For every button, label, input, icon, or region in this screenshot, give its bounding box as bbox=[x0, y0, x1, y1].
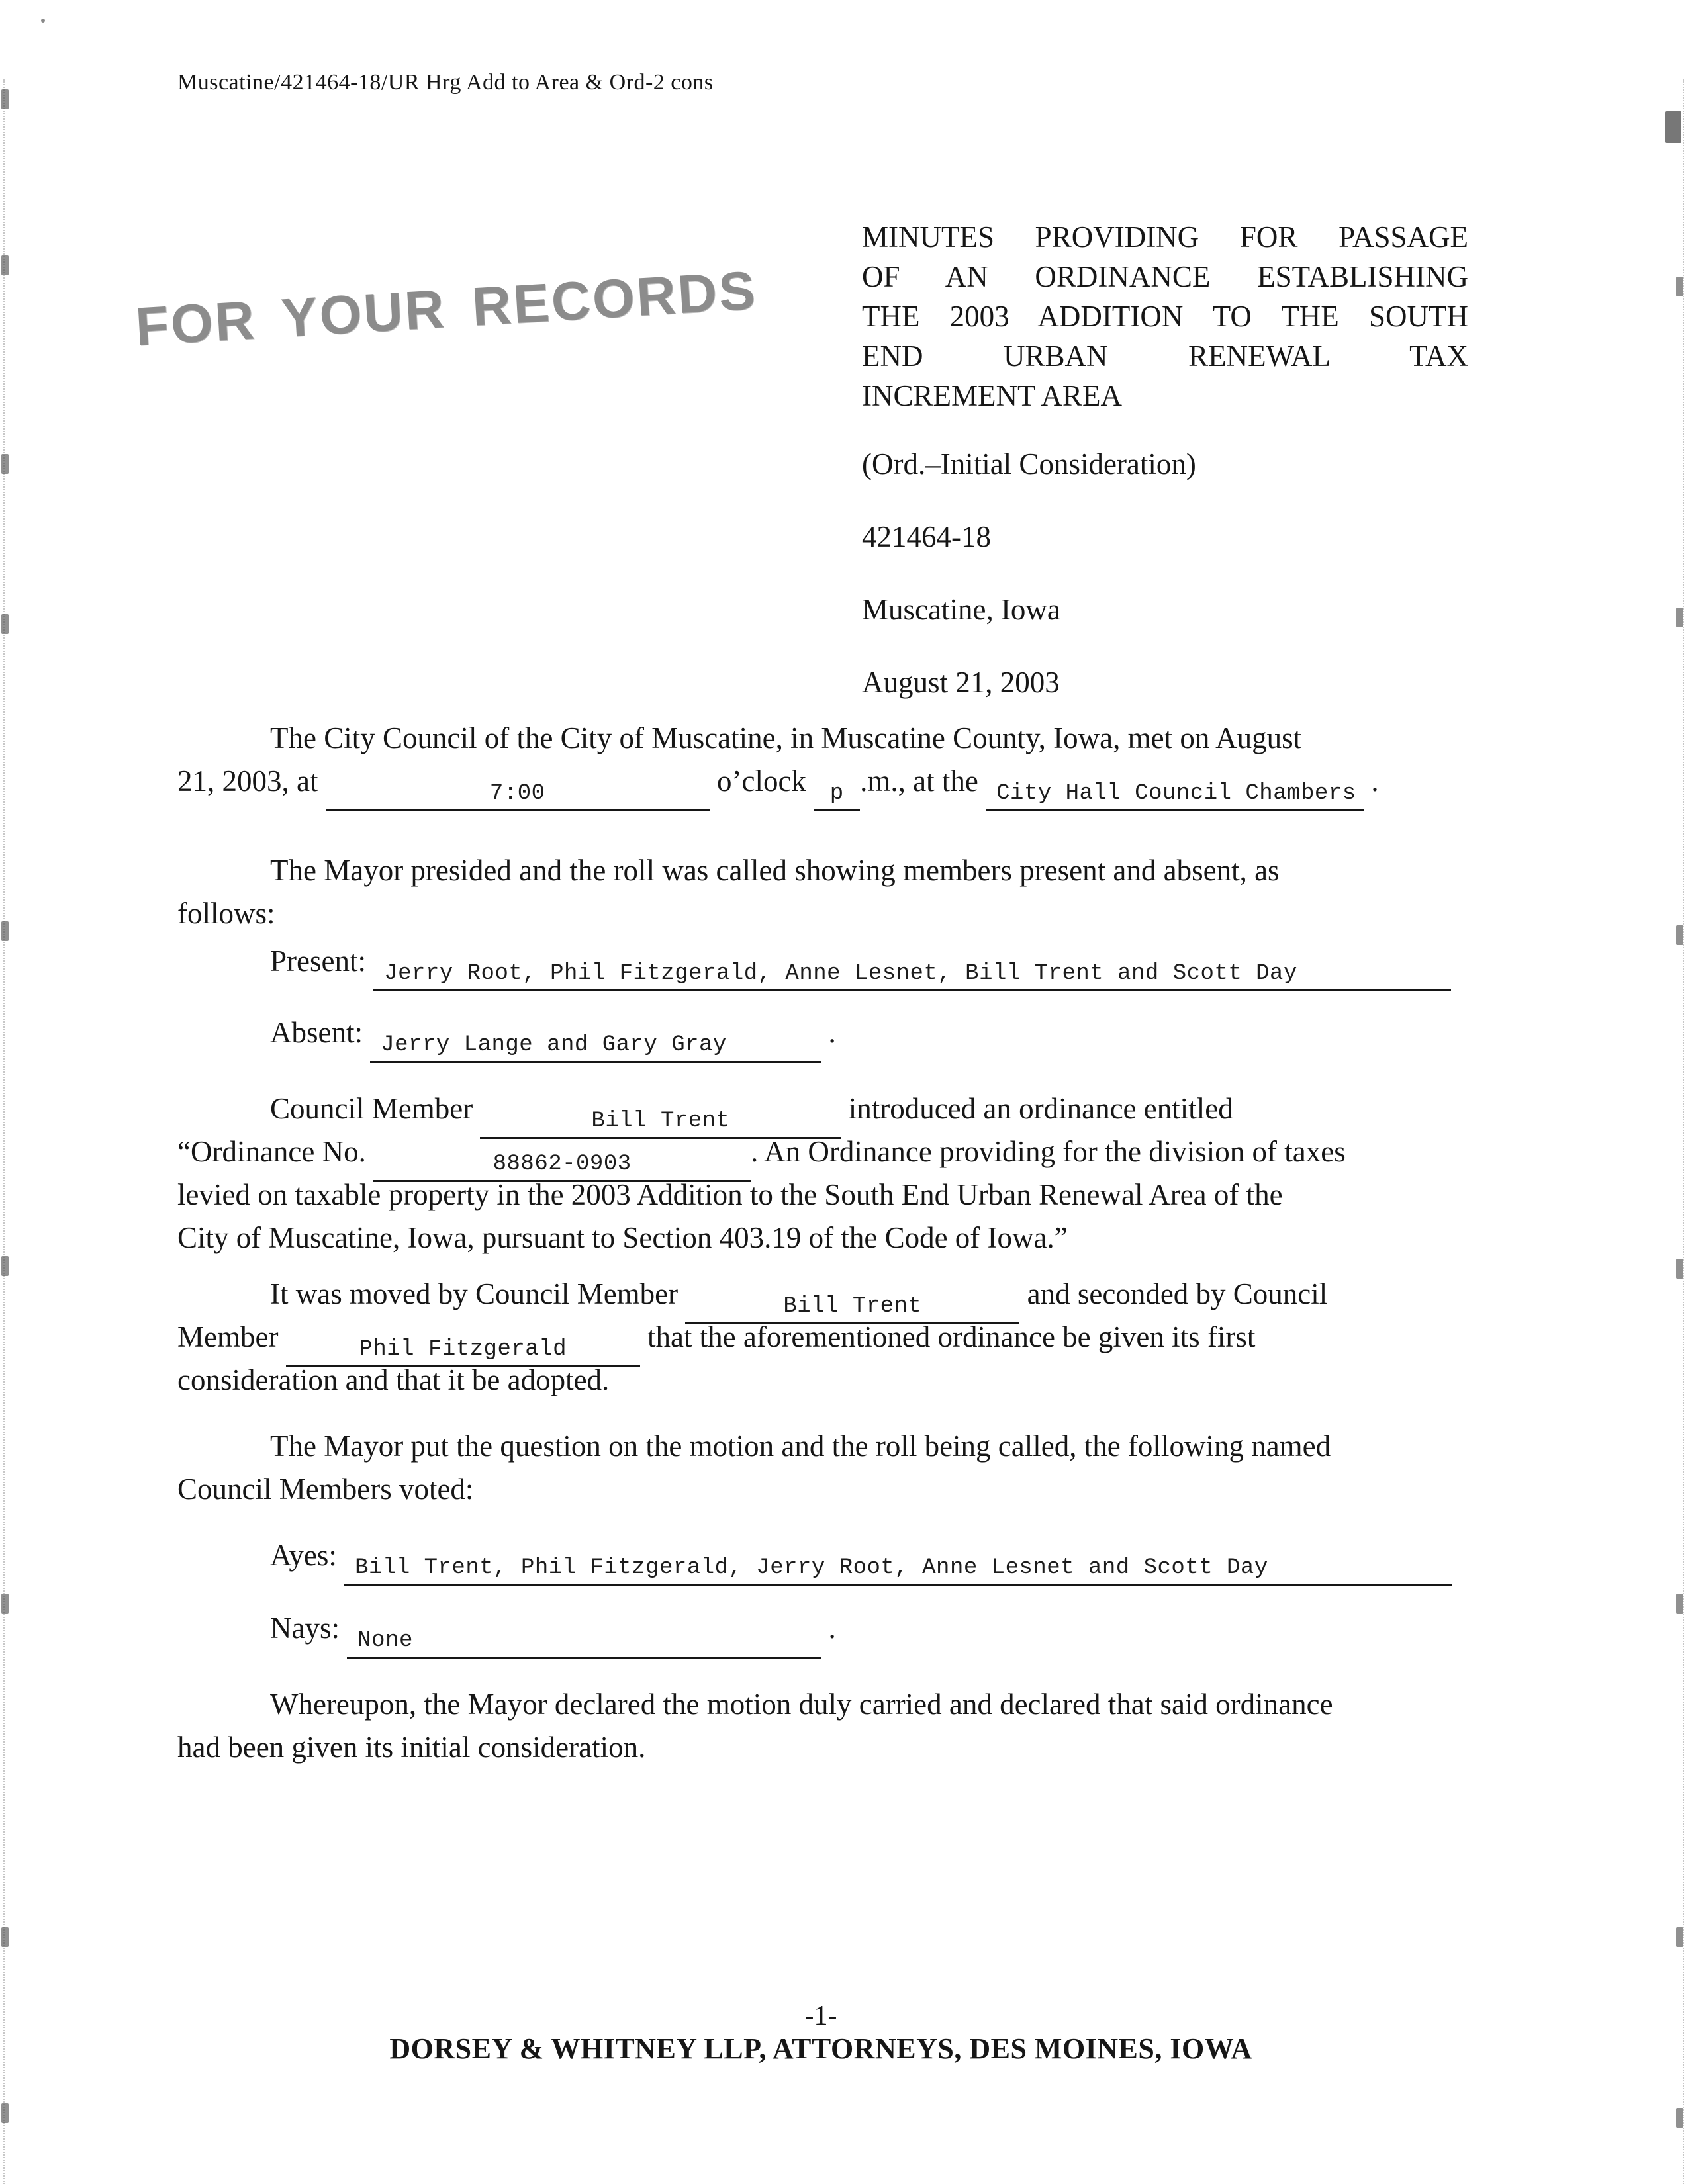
introducer-value: Bill Trent bbox=[591, 1109, 730, 1134]
scan-artifact bbox=[1, 921, 9, 941]
blank-nays bbox=[347, 1619, 821, 1659]
caption-title-line: MINUTES PROVIDING FOR PASSAGE bbox=[862, 220, 1468, 253]
paragraph-line bbox=[270, 1011, 1557, 1058]
paragraph-line bbox=[270, 1534, 1557, 1580]
blank-absent bbox=[370, 1024, 821, 1063]
paragraph-text: “Ordinance No. bbox=[177, 1135, 366, 1168]
paragraph-line bbox=[270, 1607, 1557, 1653]
paragraph-line: The City Council of the City of Muscatine, in Muscatine County, Iowa, met on August bbox=[270, 721, 1302, 754]
scan-artifact bbox=[1, 89, 9, 109]
case-number: 421464-18 bbox=[862, 520, 991, 553]
scan-artifact bbox=[3, 79, 5, 2184]
scan-artifact bbox=[1676, 925, 1683, 945]
blank-ayes bbox=[344, 1547, 1452, 1586]
paragraph-line: had been given its initial consideration. bbox=[177, 1731, 646, 1764]
caption-title-line: INCREMENT AREA bbox=[862, 379, 1122, 412]
row-present bbox=[177, 940, 1557, 986]
scan-artifact bbox=[41, 19, 45, 23]
ayes-value: Bill Trent, Phil Fitzgerald, Jerry Root, Anne Lesnet and Scott Day bbox=[355, 1555, 1268, 1580]
blank-location bbox=[986, 772, 1364, 811]
scan-artifact bbox=[1676, 1259, 1683, 1279]
paragraph-line bbox=[177, 1130, 1464, 1177]
paragraph-line bbox=[270, 940, 1557, 986]
scan-artifact bbox=[1683, 79, 1684, 2184]
ayes-label: Ayes: bbox=[270, 1539, 337, 1572]
paragraph-line: The Mayor put the question on the motion and the roll being called, the following named bbox=[270, 1430, 1331, 1463]
paragraph-roll-call bbox=[177, 849, 1464, 935]
footer-page-number: -1- bbox=[804, 2001, 837, 2031]
paragraph-question bbox=[177, 1425, 1464, 1511]
paragraph-text: o’clock bbox=[716, 764, 806, 797]
paragraph-text: Council Member bbox=[270, 1092, 473, 1125]
ordinance-number-value: 88862-0903 bbox=[492, 1152, 632, 1177]
meridiem-value: p bbox=[829, 781, 844, 806]
scan-artifact bbox=[1676, 1927, 1683, 1947]
caption-title-line: OF AN ORDINANCE ESTABLISHING bbox=[862, 260, 1468, 293]
paragraph-line: City of Muscatine, Iowa, pursuant to Section 403.19 of the Code of Iowa.” bbox=[177, 1221, 1068, 1254]
location-value: City Hall Council Chambers bbox=[996, 781, 1356, 806]
scan-artifact bbox=[1, 1927, 9, 1947]
paragraph-line bbox=[177, 1316, 1464, 1362]
scan-artifact bbox=[1, 1594, 9, 1614]
paragraph-line: Whereupon, the Mayor declared the motion duly carried and declared that said ordinance bbox=[270, 1688, 1333, 1721]
caption-place: Muscatine, Iowa bbox=[862, 593, 1060, 626]
paragraph-ordinance-intro bbox=[177, 1087, 1464, 1259]
header-reference: Muscatine/421464-18/UR Hrg Add to Area & Ord-2 cons bbox=[177, 70, 714, 95]
row-absent bbox=[177, 1011, 1557, 1058]
present-label: Present: bbox=[270, 944, 366, 978]
nays-label: Nays: bbox=[270, 1612, 340, 1645]
records-stamp: FOR YOUR RECORDS bbox=[134, 260, 759, 357]
meeting-time-value: 7:00 bbox=[489, 781, 545, 806]
absent-label: Absent: bbox=[270, 1016, 363, 1049]
row-nays bbox=[177, 1607, 1557, 1653]
paragraph-line bbox=[177, 1273, 1464, 1319]
paragraph-line bbox=[177, 1087, 1464, 1134]
paragraph-text: that the aforementioned ordinance be given its first bbox=[647, 1320, 1256, 1353]
scan-artifact bbox=[1, 614, 9, 634]
scan-artifact bbox=[1, 2103, 9, 2123]
paragraph-text: .m., at the bbox=[860, 764, 978, 797]
paragraph-line bbox=[177, 760, 1464, 806]
blank-meeting-time bbox=[326, 772, 710, 811]
mover-value: Bill Trent bbox=[783, 1294, 922, 1319]
paragraph-meeting bbox=[177, 717, 1464, 806]
scan-artifact bbox=[1676, 277, 1683, 296]
scan-artifact bbox=[1676, 608, 1683, 627]
caption-block bbox=[862, 217, 1468, 699]
caption-date: August 21, 2003 bbox=[862, 666, 1060, 699]
paragraph-text: It was moved by Council Member bbox=[270, 1277, 679, 1310]
caption-title-line: THE 2003 ADDITION TO THE SOUTH bbox=[862, 300, 1468, 333]
paragraph-line: follows: bbox=[177, 897, 275, 930]
blank-present bbox=[373, 952, 1451, 991]
paragraph-text: Member bbox=[177, 1320, 279, 1353]
paragraph-text: . bbox=[828, 1016, 836, 1049]
scan-artifact bbox=[1676, 2108, 1683, 2128]
caption-title-line: END URBAN RENEWAL TAX bbox=[862, 340, 1468, 373]
absent-value: Jerry Lange and Gary Gray bbox=[381, 1032, 727, 1058]
scan-artifact bbox=[1665, 111, 1681, 143]
scan-artifact bbox=[1, 454, 9, 474]
seconder-value: Phil Fitzgerald bbox=[359, 1337, 567, 1362]
scan-artifact bbox=[1, 1256, 9, 1276]
footer-firm-line: DORSEY & WHITNEY LLP, ATTORNEYS, DES MOINES, IOWA bbox=[389, 2032, 1252, 2065]
paragraph-text: 21, 2003, at bbox=[177, 764, 318, 797]
paragraph-line: consideration and that it be adopted. bbox=[177, 1363, 610, 1396]
paragraph-text: . bbox=[828, 1612, 836, 1645]
nays-value: None bbox=[357, 1628, 413, 1653]
caption-subtitle: (Ord.–Initial Consideration) bbox=[862, 447, 1196, 480]
paragraph-line: The Mayor presided and the roll was called showing members present and absent, as bbox=[270, 854, 1280, 887]
page-footer bbox=[177, 2000, 1464, 2066]
paragraph-line: levied on taxable property in the 2003 Addition to the South End Urban Renewal Area of the bbox=[177, 1178, 1283, 1211]
paragraph-motion bbox=[177, 1273, 1464, 1402]
scan-artifact bbox=[1676, 1594, 1683, 1614]
paragraph-text: . bbox=[1371, 764, 1379, 797]
scan-artifact bbox=[1, 255, 9, 275]
paragraph-text: . An Ordinance providing for the division of taxes bbox=[751, 1135, 1346, 1168]
paragraph-text: introduced an ordinance entitled bbox=[848, 1092, 1233, 1125]
row-ayes bbox=[177, 1534, 1557, 1580]
paragraph-carried bbox=[177, 1683, 1464, 1769]
paragraph-line: Council Members voted: bbox=[177, 1473, 474, 1506]
paragraph-text: and seconded by Council bbox=[1027, 1277, 1328, 1310]
blank-meridiem bbox=[814, 772, 860, 811]
present-value: Jerry Root, Phil Fitzgerald, Anne Lesnet, Bill Trent and Scott Day bbox=[384, 961, 1297, 986]
